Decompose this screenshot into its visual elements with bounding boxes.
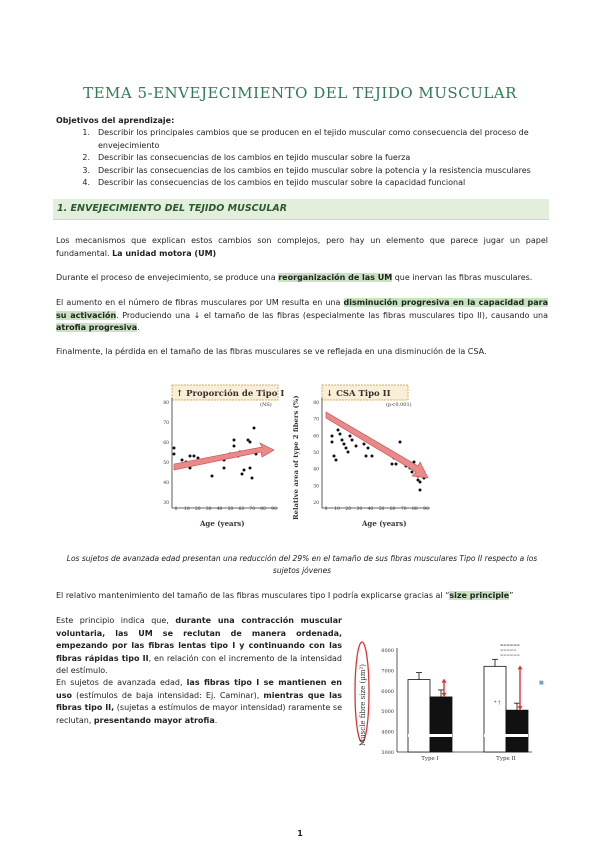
inset-tag: ■ <box>539 680 544 686</box>
page-title: TEMA 5-ENVEJECIMIENTO DEL TEJIDO MUSCULAR <box>83 84 517 102</box>
x-tick-label: 90 <box>271 507 277 512</box>
x-tick-label: 10 <box>184 507 190 512</box>
bar-old-type-ii <box>506 710 528 752</box>
x-tick-label: 90 <box>423 507 429 512</box>
scatter-point <box>189 455 192 458</box>
scatter-point <box>249 441 252 444</box>
scatter-point <box>241 473 244 476</box>
arrow-head <box>442 679 447 683</box>
plot-label: ↓ CSA Tipo II <box>326 389 391 399</box>
x-tick-label: 50 <box>227 507 234 512</box>
scatter-point <box>173 447 176 450</box>
scatter-point <box>211 475 214 478</box>
scatter-point <box>371 455 374 458</box>
y-tick-label: 60 <box>163 441 169 446</box>
scatter-point <box>355 445 358 448</box>
scatter-point <box>399 441 402 444</box>
y-axis-label: Relative area of type 2 fibers (%) <box>292 395 300 520</box>
paragraph-5: El relativo mantenimiento del tamaño de las fibras musculares tipo I podría explicarse gracias al “size principle” <box>56 591 514 600</box>
figure-scatter-plots <box>150 380 440 530</box>
scatter-plot-type2 <box>292 385 430 528</box>
x-tick-label: 0 <box>174 507 178 512</box>
arrow-head <box>442 693 447 697</box>
scatter-point <box>339 433 342 436</box>
figure-caption: Los sujetos de avanzada edad presentan una reducción del 29% en el tamaño de sus fibras musculares Tipo II respecto a los sujetos jóvenes <box>66 554 538 575</box>
y-tick-label: 80 <box>313 401 319 406</box>
list-item: 2. Describir las consecuencias de los cambios en tejido muscular sobre la fuerza <box>82 153 411 162</box>
y-tick-label: 40 <box>313 467 319 473</box>
scatter-point <box>411 471 414 474</box>
scatter-point <box>249 467 252 470</box>
bar-old-type-i <box>430 697 452 752</box>
x-tick-label: 80 <box>260 507 266 512</box>
x-tick-label: 80 <box>412 507 418 512</box>
scatter-point <box>341 439 344 442</box>
scatter-point <box>253 427 256 430</box>
bar-young-type-ii <box>484 666 506 752</box>
y-tick-label: 70 <box>313 417 319 423</box>
list-item: 1. Describir los principales cambios que se producen en el tejido muscular como consecuencia del proceso de envejecimiento <box>82 128 529 150</box>
x-tick-label: Type I <box>421 756 439 762</box>
paragraph-7: En sujetos de avanzada edad, las fibras tipo I se mantienen en uso (estímulos de baja intensidad: Ej. Caminar), mientras que las fibras tipo II, (sujetas a estímulos de mayor intensidad) raramente se reclutan, presentando mayor atrofia. <box>56 678 342 725</box>
x-tick-label: 60 <box>389 507 396 512</box>
scatter-point <box>223 467 226 470</box>
scatter-point <box>419 489 422 492</box>
plot-significance: (p<0.001) <box>386 402 412 408</box>
x-tick-label: 30 <box>356 507 363 512</box>
arrow-head <box>518 706 523 710</box>
scatter-point <box>351 439 354 442</box>
arrow-head <box>518 665 523 669</box>
plot-label: ↑ Proporción de Tipo I <box>176 389 285 399</box>
x-tick-label: 20 <box>194 507 201 512</box>
x-tick-label: 0 <box>324 507 328 512</box>
section-heading: 1. ENVEJECIMIENTO DEL TEJIDO MUSCULAR <box>53 199 549 220</box>
significance-annotation: * † <box>494 700 501 706</box>
scatter-point <box>337 429 340 432</box>
x-tick-label: 50 <box>378 507 385 512</box>
y-tick-label: 3000 <box>381 750 394 756</box>
scatter-point <box>365 455 368 458</box>
scatter-point <box>331 435 334 438</box>
y-tick-label: 20 <box>313 501 319 506</box>
x-tick-label: 70 <box>249 507 256 512</box>
y-tick-label: 30 <box>163 501 169 506</box>
bar-young-type-i <box>408 680 430 752</box>
y-axis-label: Muscle fibre size (µm²) <box>359 663 367 746</box>
paragraph-2: Durante el proceso de envejecimiento, se produce una reorganización de las UM que inervan las fibras musculares. <box>56 273 533 282</box>
list-item: 3. Describir las consecuencias de los cambios en tejido muscular sobre la potencia y la resistencia musculares <box>82 165 531 175</box>
scatter-point <box>193 455 196 458</box>
objectives-list <box>56 127 548 190</box>
bar-gap-band <box>408 734 452 737</box>
scatter-point <box>345 447 348 450</box>
scatter-point <box>349 435 352 438</box>
scatter-plot-type1 <box>163 385 284 528</box>
x-tick-label: 70 <box>400 507 407 512</box>
scatter-point <box>347 451 350 454</box>
x-tick-label: 10 <box>334 507 340 512</box>
plot-significance: (NS) <box>260 402 272 408</box>
y-tick-label: 40 <box>163 481 169 486</box>
x-axis-label: Age (years) <box>362 519 407 528</box>
inset-note: ▬▬▬▬▬ <box>500 648 517 652</box>
x-tick-label: 20 <box>345 507 352 512</box>
objectives-heading: Objetivos del aprendizaje: <box>56 116 175 125</box>
y-tick-label: 70 <box>163 421 169 426</box>
scatter-point <box>173 453 176 456</box>
y-tick-label: 8000 <box>381 648 394 654</box>
scatter-point <box>363 443 366 446</box>
scatter-point <box>367 447 370 450</box>
y-tick-label: 80 <box>163 401 169 406</box>
list-item: 4. Describir las consecuencias de los cambios en tejido muscular sobre la capacidad funcional <box>82 178 466 187</box>
y-tick-label: 5000 <box>381 709 394 716</box>
y-tick-label: 50 <box>313 451 319 456</box>
paragraph-4: Finalmente, la pérdida en el tamaño de las fibras musculares se ve reflejada en una disminución de la CSA. <box>56 347 487 356</box>
x-axis-label: Age (years) <box>200 519 245 528</box>
bar-chart-fibre-size <box>352 634 548 766</box>
x-tick-label: Type II <box>496 756 516 762</box>
scatter-point <box>391 463 394 466</box>
y-tick-label: 4000 <box>381 729 394 736</box>
x-tick-label: 40 <box>367 507 374 512</box>
y-tick-label: 7000 <box>381 668 394 675</box>
scatter-point <box>331 441 334 444</box>
paragraph-3: El aumento en el número de fibras musculares por UM resulta en una disminución progresiva en la capacidad para su activación. Produciendo una ↓ el tamaño de las fibras (especialmente las fibras musculares tipo II), causando una atrofia progresiva. <box>56 298 549 332</box>
scatter-point <box>335 459 338 462</box>
paragraph-1: Los mecanismos que explican estos cambios son complejos, pero hay un elemento que parece jugar un papel fundamental. La unidad motora (UM) <box>56 236 548 258</box>
scatter-point <box>233 439 236 442</box>
scatter-point <box>395 463 398 466</box>
y-tick-label: 60 <box>313 434 319 440</box>
inset-note: ▬▬▬▬▬▬ <box>500 653 520 657</box>
scatter-point <box>333 455 336 458</box>
scatter-point <box>233 445 236 448</box>
page-number: 1 <box>297 829 303 838</box>
x-tick-label: 40 <box>216 507 223 512</box>
y-tick-label: 50 <box>163 461 169 466</box>
scatter-point <box>343 443 346 446</box>
x-tick-label: 30 <box>205 507 212 512</box>
paragraph-6: Este principio indica que, durante una contracción muscular voluntaria, las UM se reclutan de manera ordenada, empezando por las fibras lentas tipo I y continuando con las fibras rápidas tipo II, en relación con el incremento de la intensidad del estímulo. <box>56 616 343 675</box>
scatter-point <box>243 469 246 472</box>
x-tick-label: 60 <box>238 507 245 512</box>
inset-note: ▬▬▬▬▬▬ <box>500 643 520 647</box>
trend-arrow <box>326 412 428 478</box>
scatter-point <box>419 481 422 484</box>
y-tick-label: 30 <box>313 484 319 490</box>
scatter-point <box>181 459 184 462</box>
y-tick-label: 6000 <box>381 688 394 695</box>
bar-gap-band <box>484 734 528 737</box>
scatter-point <box>251 477 254 480</box>
